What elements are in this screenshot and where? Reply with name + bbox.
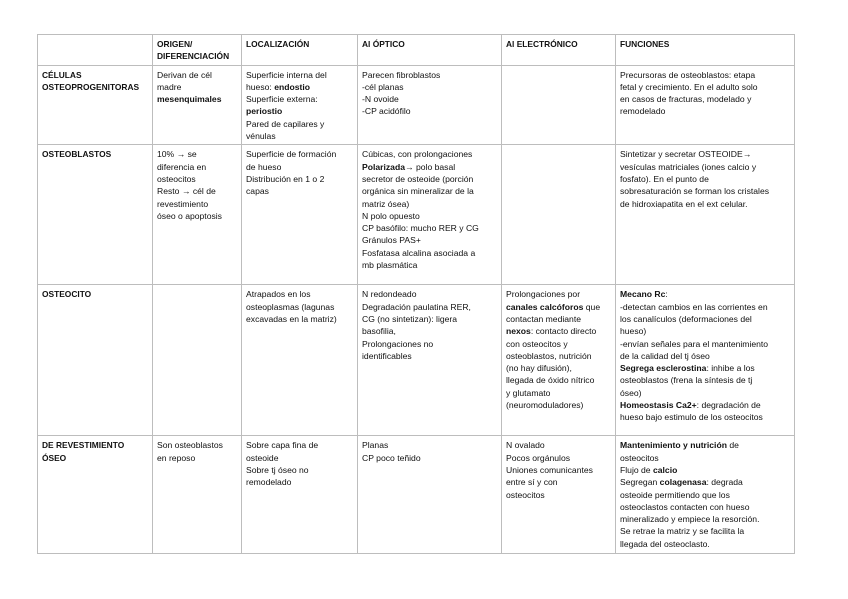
cell-line: Degradación paulatina RER, bbox=[362, 301, 471, 312]
cell-line: Parecen fibroblastos bbox=[362, 69, 441, 80]
cell-line: Homeostasis Ca2+: degradación de bbox=[620, 400, 761, 411]
osteo-cells-table bbox=[37, 34, 795, 554]
cell-line: y glutamato bbox=[506, 387, 551, 398]
cell-funciones bbox=[616, 65, 795, 145]
table-row bbox=[38, 285, 795, 436]
cell-line: N redondeado bbox=[362, 289, 417, 300]
cell-line: Superficie externa: bbox=[246, 94, 318, 105]
cell-origen bbox=[153, 65, 242, 145]
cell-line: -N ovoide bbox=[362, 94, 399, 105]
cell-line: Planas bbox=[362, 440, 389, 451]
cell-line: (no hay difusión), bbox=[506, 363, 572, 374]
cell-line: fetal y crecimiento. En el adulto solo bbox=[620, 81, 758, 92]
cell-line: Sintetizar y secretar OSTEOIDE→ bbox=[620, 149, 752, 160]
cell-line: llegada de óxido nítrico bbox=[506, 375, 595, 386]
header-row bbox=[38, 35, 795, 66]
bold-text: Homeostasis Ca2+ bbox=[620, 400, 697, 411]
cell-line: Se retrae la matriz y se facilita la bbox=[620, 526, 745, 537]
cell-electronico bbox=[502, 65, 616, 145]
header-cell-electronico: Al ELECTRÓNICO bbox=[502, 35, 616, 66]
cell-localizacion bbox=[242, 285, 358, 436]
cell-localizacion bbox=[242, 65, 358, 145]
cell-line: de hueso bbox=[246, 161, 282, 172]
cell-line: Prolongaciones no bbox=[362, 338, 434, 349]
cell-line: identificables bbox=[362, 350, 412, 361]
cell-line: N polo opuesto bbox=[362, 210, 420, 221]
cell-line: osteoblastos, nutrición bbox=[506, 350, 592, 361]
row-title: OSTEOBLASTOS bbox=[38, 145, 153, 285]
cell-line: osteocitos bbox=[620, 452, 659, 463]
cell-funciones bbox=[616, 285, 795, 436]
cell-electronico bbox=[502, 436, 616, 554]
cell-line: osteoide bbox=[246, 452, 279, 463]
cell-line: de hidroxiapatita en el ext celular. bbox=[620, 198, 748, 209]
cell-line: (neuromoduladores) bbox=[506, 400, 584, 411]
cell-line: madre bbox=[157, 81, 182, 92]
cell-line: Segrega esclerostina: inhibe a los bbox=[620, 363, 755, 374]
cell-line: osteoclastos contacten con hueso bbox=[620, 501, 750, 512]
cell-optico bbox=[358, 65, 502, 145]
bold-text: Mantenimiento y nutrición bbox=[620, 440, 727, 451]
cell-line: con osteocitos y bbox=[506, 338, 568, 349]
cell-line: Segregan colagenasa: degrada bbox=[620, 477, 743, 488]
cell-localizacion bbox=[242, 436, 358, 554]
cell-line: los canalículos (deformaciones del bbox=[620, 313, 752, 324]
table-row bbox=[38, 65, 795, 145]
cell-line: en reposo bbox=[157, 452, 196, 463]
header-cell-localizacion: LOCALIZACIÓN bbox=[242, 35, 358, 66]
bold-text: mesenquimales bbox=[157, 94, 222, 105]
cell-electronico bbox=[502, 285, 616, 436]
row-title: OSTEOCITO bbox=[38, 285, 153, 436]
cell-origen bbox=[153, 145, 242, 285]
cell-line: N ovalado bbox=[506, 440, 545, 451]
cell-optico bbox=[358, 145, 502, 285]
bold-text: periostio bbox=[246, 106, 283, 117]
cell-line: osteocitos bbox=[506, 489, 545, 500]
cell-line: vesículas matriciales (iones calcio y bbox=[620, 161, 757, 172]
cell-optico bbox=[358, 436, 502, 554]
cell-line: CG (no sintetizan): ligera bbox=[362, 313, 458, 324]
cell-line: diferencia en bbox=[157, 161, 207, 172]
cell-line: Pocos orgánulos bbox=[506, 452, 571, 463]
bold-text: Segrega esclerostina bbox=[620, 363, 707, 374]
cell-line: Sobre capa fina de bbox=[246, 440, 319, 451]
cell-line: Cúbicas, con prolongaciones bbox=[362, 149, 473, 160]
cell-line: excavadas en la matriz) bbox=[246, 313, 337, 324]
header-cell-blank bbox=[38, 35, 153, 66]
cell-line: llegada del osteoclasto. bbox=[620, 538, 710, 549]
cell-line: Prolongaciones por bbox=[506, 289, 581, 300]
cell-line: matriz ósea) bbox=[362, 198, 410, 209]
cell-line: mb plasmática bbox=[362, 260, 418, 271]
cell-origen bbox=[153, 285, 242, 436]
cell-line: nexos: contacto directo bbox=[506, 326, 597, 337]
cell-line: Precursoras de osteoblastos: etapa bbox=[620, 69, 756, 80]
cell-line: -detectan cambios en las corrientes en bbox=[620, 301, 768, 312]
cell-line: óseo o apoptosis bbox=[157, 210, 222, 221]
cell-line: hueso) bbox=[620, 326, 647, 337]
cell-line: fosfato). En el punto de bbox=[620, 173, 709, 184]
header-cell-optico: Al ÓPTICO bbox=[358, 35, 502, 66]
cell-line: revestimiento bbox=[157, 198, 209, 209]
cell-line: sobresaturación se forman los cristales bbox=[620, 186, 770, 197]
bold-text: Mecano Rc bbox=[620, 289, 666, 300]
cell-line: Resto → cél de bbox=[157, 186, 216, 197]
cell-line: capas bbox=[246, 186, 269, 197]
cell-line: remodelado bbox=[620, 106, 666, 117]
cell-line: orgánica sin mineralizar de la bbox=[362, 186, 474, 197]
row-title: CÉLULAS OSTEOPROGENITORAS bbox=[38, 65, 153, 145]
row-title: DE REVESTIMIENTO ÓSEO bbox=[38, 436, 153, 554]
cell-line: -CP acidófilo bbox=[362, 106, 411, 117]
cell-line: osteoide permitiendo que los bbox=[620, 489, 730, 500]
cell-line: entre sí y con bbox=[506, 477, 558, 488]
table-row bbox=[38, 145, 795, 285]
header-cell-funciones: FUNCIONES bbox=[616, 35, 795, 66]
cell-line: Atrapados en los bbox=[246, 289, 311, 300]
cell-line: -cél planas bbox=[362, 81, 404, 92]
cell-line: basofilia, bbox=[362, 326, 396, 337]
cell-line: en casos de fracturas, modelado y bbox=[620, 94, 752, 105]
cell-line: canales calcóforos que bbox=[506, 301, 601, 312]
cell-electronico bbox=[502, 145, 616, 285]
cell-line: 10% → se bbox=[157, 149, 197, 160]
cell-line: CP basófilo: mucho RER y CG bbox=[362, 223, 479, 234]
cell-line bbox=[246, 105, 353, 117]
cell-line: -envían señales para el mantenimiento bbox=[620, 338, 769, 349]
cell-line: Superficie interna del bbox=[246, 69, 327, 80]
cell-line: remodelado bbox=[246, 477, 292, 488]
bold-text: endostio bbox=[274, 81, 311, 92]
bold-text: calcio bbox=[652, 464, 678, 475]
table-row bbox=[38, 436, 795, 554]
cell-line: hueso: endostio bbox=[246, 81, 311, 92]
bold-text: colagenasa bbox=[659, 477, 707, 488]
cell-localizacion bbox=[242, 145, 358, 285]
cell-line: óseo) bbox=[620, 387, 642, 398]
cell-line: contactan mediante bbox=[506, 313, 582, 324]
cell-line: CP poco teñido bbox=[362, 452, 421, 463]
cell-line: Sobre tj óseo no bbox=[246, 464, 309, 475]
bold-text: canales calcóforos bbox=[506, 301, 584, 312]
cell-line bbox=[157, 93, 237, 105]
cell-funciones bbox=[616, 145, 795, 285]
cell-line: osteoblastos (frena la síntesis de tj bbox=[620, 375, 753, 386]
cell-line: de la calidad del tj óseo bbox=[620, 350, 710, 361]
cell-line: Gránulos PAS+ bbox=[362, 235, 421, 246]
cell-line: Mantenimiento y nutrición de bbox=[620, 440, 739, 451]
bold-text: Polarizada bbox=[362, 161, 405, 172]
cell-funciones bbox=[616, 436, 795, 554]
cell-line: hueso bajo estimulo de los osteocitos bbox=[620, 412, 763, 423]
cell-line: Son osteoblastos bbox=[157, 440, 223, 451]
cell-line: Pared de capilares y bbox=[246, 118, 325, 129]
cell-line: osteoplasmas (lagunas bbox=[246, 301, 335, 312]
bold-text: nexos bbox=[506, 326, 531, 337]
cell-line: vénulas bbox=[246, 131, 276, 142]
cell-origen bbox=[153, 436, 242, 554]
cell-line: Flujo de calcio bbox=[620, 464, 678, 475]
cell-line: Polarizada→ polo basal bbox=[362, 161, 456, 172]
cell-line: Distribución en 1 o 2 bbox=[246, 173, 325, 184]
cell-optico bbox=[358, 285, 502, 436]
cell-line: Derivan de cél bbox=[157, 69, 212, 80]
cell-line: secretor de osteoide (porción bbox=[362, 173, 474, 184]
cell-line: Superficie de formación bbox=[246, 149, 337, 160]
header-cell-origen: ORIGEN/ DIFERENCIACIÓN bbox=[153, 35, 242, 66]
cell-line: Uniones comunicantes bbox=[506, 464, 593, 475]
cell-line: mineralizado y empiece la resorción. bbox=[620, 514, 760, 525]
cell-line: osteocitos bbox=[157, 173, 196, 184]
cell-line: Mecano Rc: bbox=[620, 289, 668, 300]
cell-line: Fosfatasa alcalina asociada a bbox=[362, 247, 476, 258]
